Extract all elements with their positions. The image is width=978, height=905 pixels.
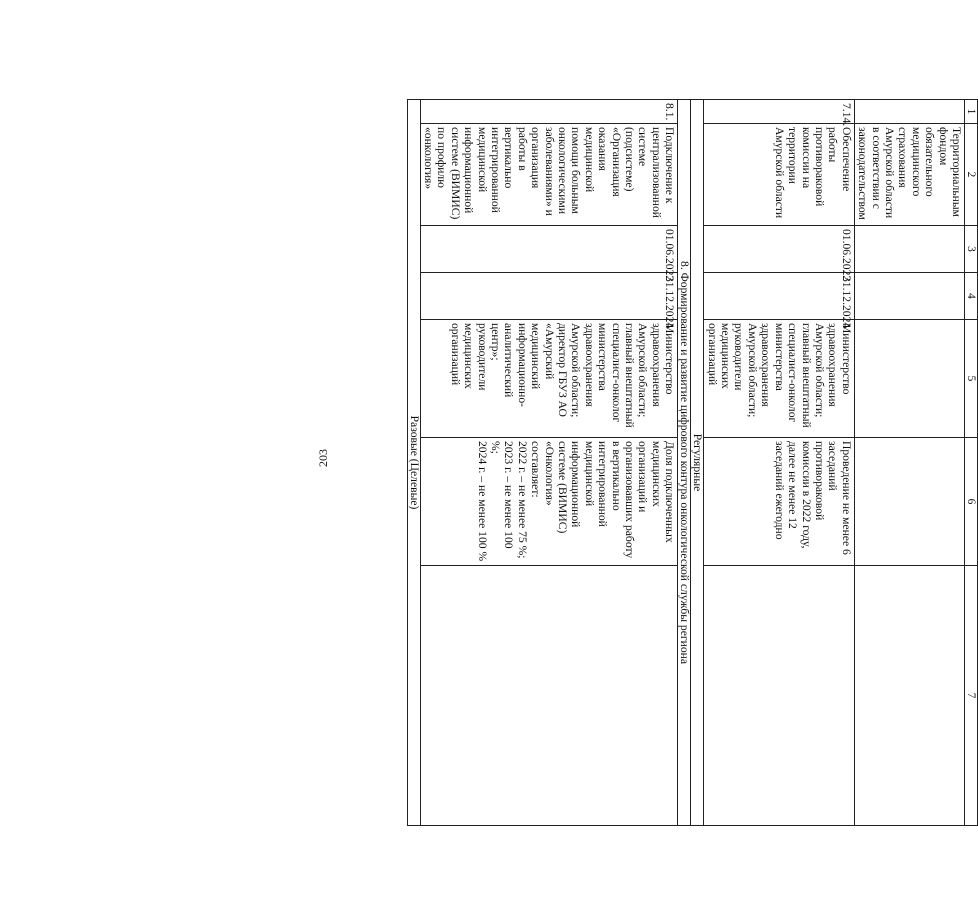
cell-start (854, 226, 964, 273)
measures-table (407, 99, 978, 826)
col-header-6: 6 (965, 438, 978, 566)
result-row-8-1 (407, 100, 420, 826)
header-row (965, 100, 978, 826)
result-type: Разовые (Целевые) (407, 100, 420, 826)
cell-indicator: Проведение не менее 6 заседаний противораковой комиссии в 2022 году, далее не менее 12 заседаний ежегодно (704, 438, 854, 566)
col-header-3: 3 (965, 226, 978, 273)
cell-responsible: Министерство здравоохранения Амурской области; главный внештатный специалист-онколог министерства здравоохранения Амурской области; руководители медицинских организаций (704, 320, 854, 438)
cell-end (854, 273, 964, 320)
result-type: Регулярные (691, 100, 704, 826)
col-header-1: 1 (965, 100, 978, 124)
cell-indicator (854, 438, 964, 566)
cell-measure: Подключение к централизованной системе (подсистеме) «Организация оказания медицинской помощи больным онкологическими заболеваниями» и организация работы в вертикально интегрированной медицинской информационной системе (ВИМИС) по профилю «онкология» (420, 124, 678, 226)
col-header-4: 4 (965, 273, 978, 320)
landscape-table-wrapper (407, 99, 978, 825)
section-title: 8. Формирование и развитие цифрового контура онкологической службы региона (678, 100, 691, 826)
col-header-5: 5 (965, 320, 978, 438)
cell-start: 01.06.2022 (420, 226, 678, 273)
col-header-2: 2 (965, 124, 978, 226)
cell-notes (704, 566, 854, 826)
cell-indicator: Доля подключенных медицинских организаций и организовавших работу в вертикально интегрированной медицинской информационной системе (ВИМИС) «Онкология» составляет: 2022 г. – не менее 75 %; 2023 г. – не менее 100 %; 2024 г. – не менее 100 % (420, 438, 678, 566)
cell-number (854, 100, 964, 124)
cell-end: 31.12.2024 (704, 273, 854, 320)
cell-measure: Обеспечение работы противораковой комиссии на территории Амурской области (704, 124, 854, 226)
cell-responsible (854, 320, 964, 438)
cell-notes (420, 566, 678, 826)
table-row-7-14 (704, 100, 854, 826)
cell-notes (854, 566, 964, 826)
result-row-7-14 (691, 100, 704, 826)
section-header-8 (678, 100, 691, 826)
cell-number: 7.14. (704, 100, 854, 124)
page-number: 203 (316, 449, 330, 467)
table-row-continued (854, 100, 964, 826)
cell-number: 8.1. (420, 100, 678, 124)
cell-start: 01.06.2022 (704, 226, 854, 273)
table-row-8-1 (420, 100, 678, 826)
cell-end: 31.12.2024 (420, 273, 678, 320)
cell-measure: Территориальным фондом обязательного медицинского страхования Амурской области в соответствии с законодательством (854, 124, 964, 226)
col-header-7: 7 (965, 566, 978, 826)
cell-responsible: Министерство здравоохранения Амурской области; главный внештатный специалист-онколог министерства здравоохранения Амурской области; директор ГБУЗ АО «Амурский медицинский информационно-аналитический центр»; руководители медицинских организаций (420, 320, 678, 438)
